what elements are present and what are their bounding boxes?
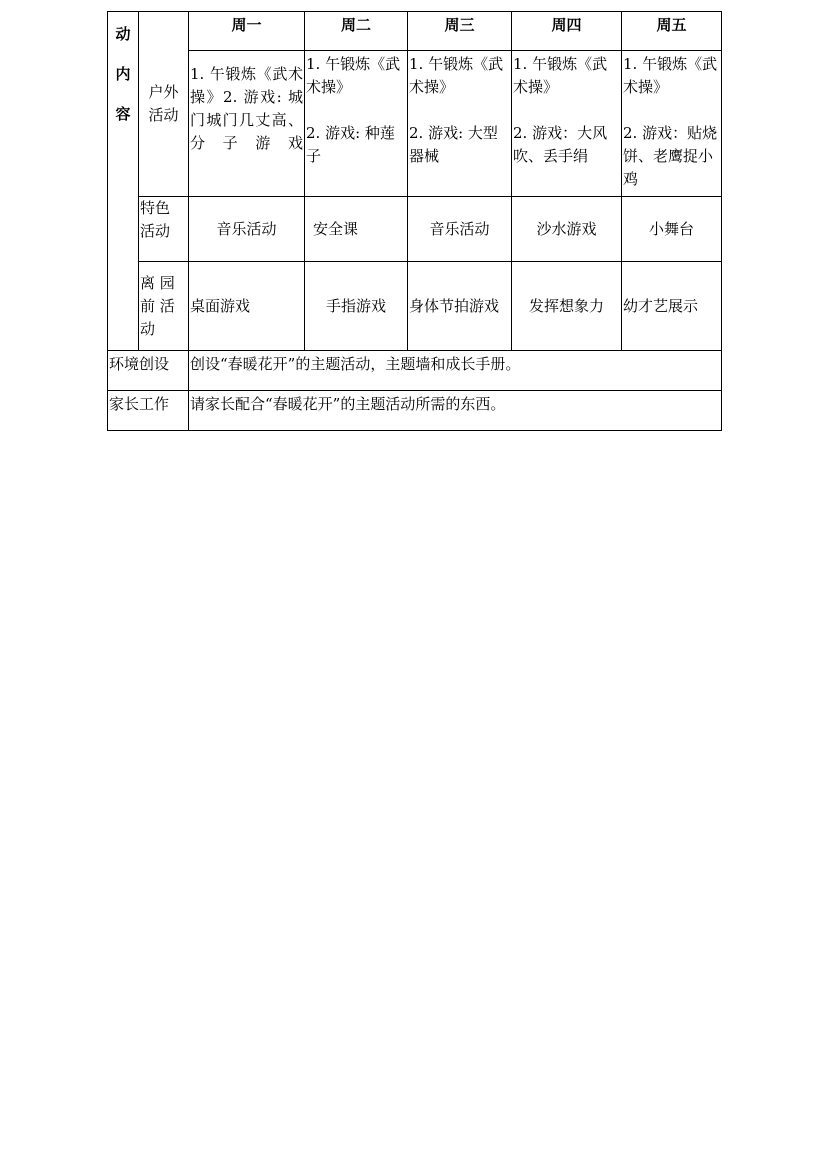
environment-row [108, 351, 722, 391]
day-header-fri: 周五 [622, 12, 722, 51]
before-leave-cell-mon: 桌面游戏 [189, 262, 305, 351]
day-header-thu: 周四 [512, 12, 622, 51]
outdoor-text: 1. 午锻炼《武术操》2. 游戏: 城门城门几丈高、分子游戏 [190, 65, 303, 152]
outdoor-text: 1. 午锻炼《武术操》 [306, 55, 401, 96]
special-row [108, 197, 722, 262]
special-cell-wed: 音乐活动 [408, 197, 512, 262]
special-cell-mon: 音乐活动 [189, 197, 305, 262]
special-cell-tue: 安全课 [305, 197, 408, 262]
before-leave-cell-wed: 身体节拍游戏 [408, 262, 512, 351]
weekly-plan-table [107, 11, 722, 431]
before-leave-label: 离 园 前 活 动 [139, 262, 189, 351]
special-label: 特色 活动 [139, 197, 189, 262]
environment-text: 创设“春暖花开”的主题活动，主题墙和成长手册。 [189, 351, 722, 391]
outdoor-text: 2. 游戏: 种莲子 [306, 124, 395, 165]
outdoor-cell-tue [305, 51, 408, 197]
before-leave-cell-fri: 幼才艺展示 [622, 262, 722, 351]
day-header-tue: 周二 [305, 12, 408, 51]
outdoor-cell-mon [189, 51, 305, 197]
outdoor-text: 2. 游戏：贴烧饼、老鹰捉小鸡 [623, 124, 718, 188]
parents-row [108, 391, 722, 431]
before-leave-cell-thu: 发挥想象力 [512, 262, 622, 351]
parents-label: 家长工作 [108, 391, 189, 431]
outdoor-text: 2. 游戏: 大型器械 [409, 124, 498, 165]
outdoor-cell-thu [512, 51, 622, 197]
activity-content-side-label [108, 12, 139, 351]
special-cell-fri: 小舞台 [622, 197, 722, 262]
side-label-char: 动 [115, 25, 131, 43]
outdoor-text: 1. 午锻炼《武术操》 [623, 55, 718, 96]
outdoor-text: 1. 午锻炼《武术操》 [513, 55, 608, 96]
before-leave-cell-tue: 手指游戏 [305, 262, 408, 351]
day-header-mon: 周一 [189, 12, 305, 51]
outdoor-cell-fri [622, 51, 722, 197]
outdoor-row [108, 51, 722, 197]
outdoor-label: 户外 活动 [148, 83, 179, 124]
special-cell-thu: 沙水游戏 [512, 197, 622, 262]
outdoor-text: 1. 午锻炼《武术操》 [409, 55, 504, 96]
side-label-char: 内 [115, 65, 131, 83]
outdoor-label-cell [139, 12, 189, 197]
before-leave-row [108, 262, 722, 351]
side-label-char: 容 [115, 105, 131, 123]
parents-text: 请家长配合“春暖花开”的主题活动所需的东西。 [189, 391, 722, 431]
day-header-wed: 周三 [408, 12, 512, 51]
outdoor-text: 2. 游戏：大风吹、丢手绢 [513, 124, 608, 165]
outdoor-cell-wed [408, 51, 512, 197]
environment-label: 环境创设 [108, 351, 189, 391]
header-row [108, 12, 722, 51]
